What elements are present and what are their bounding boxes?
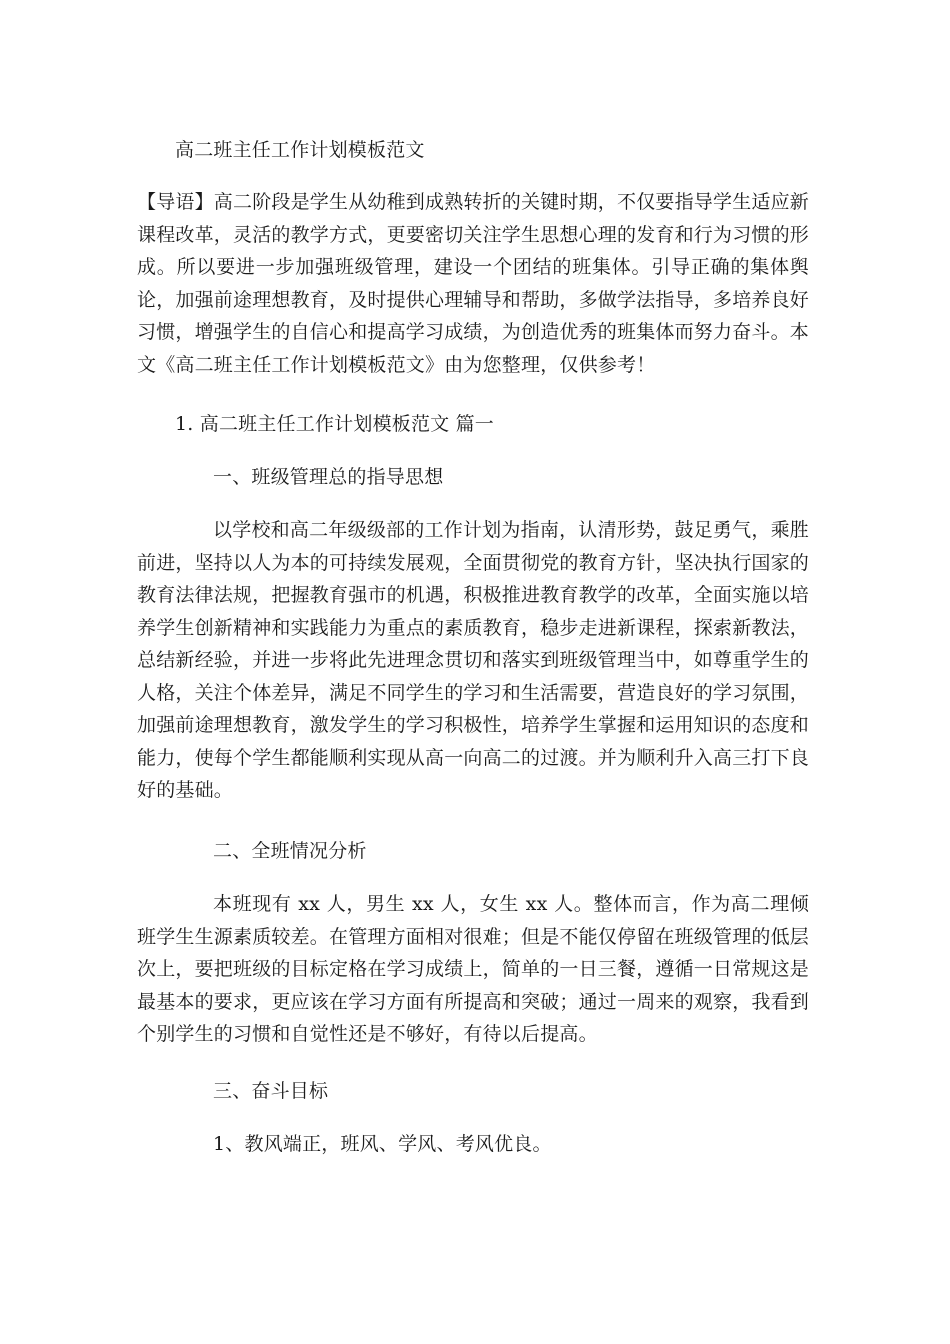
section2-paragraph [137,888,809,1051]
section1-heading: 一、班级管理总的指导思想 [213,466,444,488]
article-heading: 1. 高二班主任工作计划模板范文 篇一 [175,413,495,435]
section2-text: 本班现有 xx 人，男生 xx 人，女生 xx 人。整体而言，作为高二理倾班学生生源素质较差。在管理方面相对很难；但是不能仅停留在班级管理的低层次上，要把班级的目标定格在学习成绩上，简单的一日三餐，遵循一日常规这是最基本的要求，更应该在学习方面有所提高和突破；通过一周来的观察，我看到个别学生的习惯和自觉性还是不够好，有待以后提高。 [137,893,810,1045]
section1-text: 以学校和高二年级级部的工作计划为指南，认清形势，鼓足勇气，乘胜前进，坚持以人为本的可持续发展观，全面贯彻党的教育方针，坚决执行国家的教育法律法规，把握教育强市的机遇，积极推进教育教学的改革，全面实施以培养学生创新精神和实践能力为重点的素质教育，稳步走进新课程，探索新教法，总结新经验，并进一步将此先进理念贯切和落实到班级管理当中，如尊重学生的人格，关注个体差异，满足不同学生的学习和生活需要，营造良好的学习氛围，加强前途理想教育，激发学生的学习积极性，培养学生掌握和运用知识的态度和能力，使每个学生都能顺利实现从高一向高二的过渡。并为顺利升入高三打下良好的基础。 [137,519,810,801]
intro-text: 【导语】高二阶段是学生从幼稚到成熟转折的关键时期，不仅要指导学生适应新课程改革，灵活的教学方式，更要密切关注学生思想心理的发育和行为习惯的形成。所以要进一步加强班级管理，建设一个团结的班集体。引导正确的集体舆论，加强前途理想教育，及时提供心理辅导和帮助，多做学法指导，多培养良好习惯，增强学生的自信心和提高学习成绩，为创造优秀的班集体而努力奋斗。本文《高二班主任工作计划模板范文》由为您整理，仅供参考！ [137,191,810,376]
goal-item-1: 1、教风端正，班风、学风、考风优良。 [213,1133,552,1155]
document-title: 高二班主任工作计划模板范文 [175,139,425,161]
section3-heading: 三、奋斗目标 [213,1080,329,1102]
intro-paragraph [137,186,809,381]
section2-heading: 二、全班情况分析 [213,840,367,862]
section1-paragraph [137,514,809,807]
